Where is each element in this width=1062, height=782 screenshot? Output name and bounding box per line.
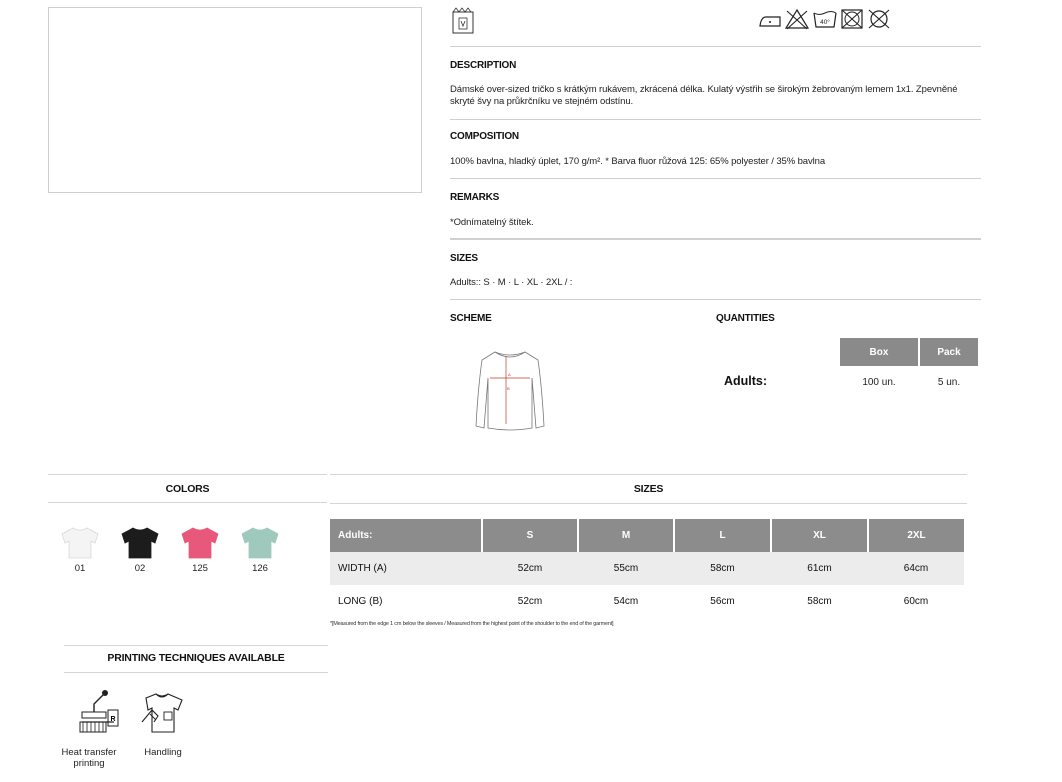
svg-text:40°: 40°	[820, 19, 830, 26]
color-swatch[interactable]	[118, 526, 162, 574]
color-code: 02	[134, 563, 146, 574]
product-image	[48, 7, 422, 193]
description-title: DESCRIPTION	[450, 60, 517, 71]
size-table	[330, 519, 964, 618]
color-swatch[interactable]	[178, 526, 222, 574]
divider	[450, 46, 981, 47]
remarks-text: *Odnímatelný štítek.	[450, 217, 534, 228]
color-code: 01	[74, 563, 86, 574]
composition-title: COMPOSITION	[450, 131, 519, 142]
table-row	[330, 552, 964, 585]
divider	[330, 503, 967, 504]
tshirt-icon	[60, 526, 100, 560]
table-cell: 54cm	[613, 596, 639, 607]
svg-text:A: A	[508, 372, 511, 377]
tshirt-icon	[120, 526, 160, 560]
table-row	[330, 585, 964, 618]
divider	[330, 474, 967, 475]
size-table-title: SIZES	[633, 483, 664, 495]
colors-title: COLORS	[165, 483, 210, 495]
table-cell: LONG (B)	[338, 596, 383, 607]
divider	[450, 178, 981, 179]
no-tumble-dry-icon	[840, 8, 864, 30]
remarks-title: REMARKS	[450, 192, 500, 203]
table-cell: WIDTH (A)	[330, 552, 482, 585]
divider	[48, 474, 327, 475]
no-dry-clean-icon	[866, 8, 892, 30]
table-cell: 52cm	[517, 596, 543, 607]
color-swatch[interactable]	[58, 526, 102, 574]
no-bleach-icon	[784, 8, 810, 30]
color-swatch[interactable]	[238, 526, 282, 574]
qty-pack-value: 5 un.	[937, 376, 961, 388]
table-cell: 52cm	[482, 552, 578, 585]
divider	[450, 119, 981, 120]
table-cell: 60cm	[903, 596, 929, 607]
divider	[450, 299, 981, 300]
washing-label-icon	[452, 6, 474, 37]
size-table-header: S	[482, 519, 578, 552]
qty-header-pack: Pack	[920, 338, 978, 366]
size-table-header: 2XL	[868, 519, 964, 552]
scheme-diagram	[470, 348, 550, 435]
tshirt-icon	[180, 526, 220, 560]
care-icons	[758, 8, 892, 30]
svg-text:B: B	[507, 386, 510, 391]
color-code: 126	[252, 563, 268, 574]
sizes-title: SIZES	[450, 253, 478, 264]
size-table-note: *[Measured from the edge 1 cm below the sleeves / Measured from the highest point of the shoulder to the end of the garment]	[330, 621, 614, 627]
divider	[64, 645, 328, 646]
size-table-header: XL	[771, 519, 868, 552]
heat-press-icon	[74, 688, 120, 741]
quantities-title: QUANTITIES	[716, 313, 775, 324]
wash-40-icon	[812, 8, 838, 30]
table-cell: 58cm	[674, 552, 771, 585]
size-table-header: Adults:	[330, 519, 482, 552]
scheme-title: SCHEME	[450, 313, 492, 324]
table-cell: 58cm	[807, 596, 832, 607]
technique-label: Heat transfer printing	[61, 747, 117, 769]
handling-icon	[138, 692, 186, 739]
qty-header-box: Box	[840, 338, 918, 366]
divider	[48, 502, 327, 503]
svg-text:R: R	[110, 716, 116, 723]
table-cell: 64cm	[868, 552, 964, 585]
iron-low-icon	[758, 8, 782, 30]
color-code: 125	[192, 563, 208, 574]
qty-row-label: Adults:	[724, 374, 768, 388]
description-text: Dámské over-sized tričko s krátkým rukávem, zkrácená délka. Kulatý výstřih se širokým žebrovaným lemem 1x1. Zpevněné skryté švy na průkrčníku ve stejném odstínu.	[450, 84, 958, 107]
composition-text: 100% bavlna, hladký úplet, 170 g/m². * Barva fluor růžová 125: 65% polyester / 35% bavlna	[450, 156, 826, 167]
qty-box-value: 100 un.	[862, 376, 896, 388]
size-table-header: L	[674, 519, 771, 552]
sizes-text: Adults:: S · M · L · XL · 2XL / :	[450, 277, 573, 288]
tshirt-icon	[240, 526, 280, 560]
printing-title: PRINTING TECHNIQUES AVAILABLE	[107, 652, 285, 664]
technique-label: Handling	[144, 747, 182, 758]
divider	[450, 238, 981, 240]
size-table-header: M	[578, 519, 674, 552]
table-cell: 55cm	[578, 552, 674, 585]
table-cell: 56cm	[710, 596, 735, 607]
table-cell: 61cm	[771, 552, 868, 585]
divider	[64, 672, 328, 673]
